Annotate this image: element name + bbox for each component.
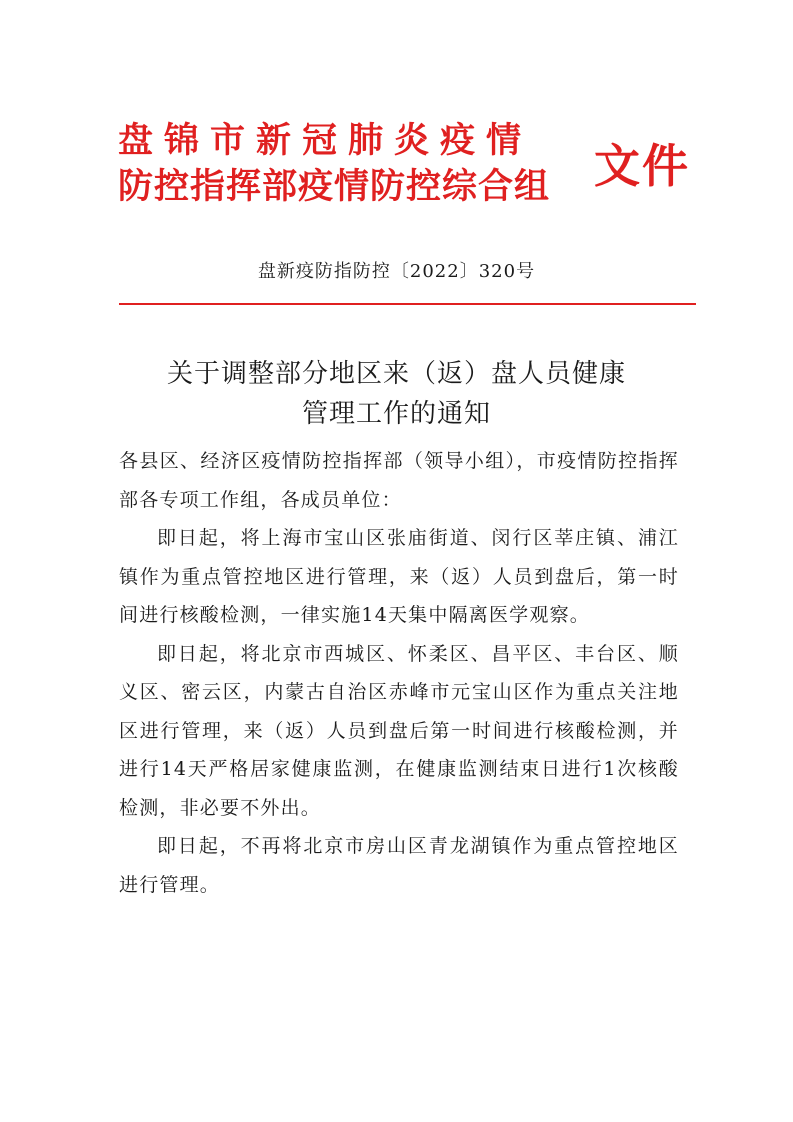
body-paragraph-1: 即日起，将上海市宝山区张庙街道、闵行区莘庄镇、浦江镇作为重点管控地区进行管理，来（返）人员到盘后，第一时间进行核酸检测，一律实施14天集中隔离医学观察。 (119, 527, 679, 626)
red-divider-line (119, 303, 696, 305)
title-line-1: 关于调整部分地区来（返）盘人员健康 (166, 359, 626, 389)
issuing-authority (118, 118, 578, 210)
title-line-2: 管理工作的通知 (301, 399, 491, 429)
addressee: 各县区、经济区疫情防控指挥部（领导小组），市疫情防控指挥部各专项工作组，各成员单位： (119, 450, 679, 511)
document-body (119, 442, 679, 904)
file-label: 文件 (594, 139, 690, 193)
document-title (100, 354, 693, 434)
body-paragraph-3: 即日起，不再将北京市房山区青龙湖镇作为重点管控地区进行管理。 (119, 835, 679, 896)
body-paragraph-2: 即日起，将北京市西城区、怀柔区、昌平区、丰台区、顺义区、密云区，内蒙古自治区赤峰市元宝山区作为重点关注地区进行管理，来（返）人员到盘后第一时间进行核酸检测，并进行14天严格居家健康监测，在健康监测结束日进行1次核酸检测，非必要不外出。 (119, 642, 679, 819)
document-number: 盘新疫防指防控〔2022〕320号 (257, 261, 536, 282)
issuer-line-2: 防控指挥部疫情防控综合组 (118, 167, 551, 207)
issuer-line-1: 盘锦市新冠肺炎疫情 (118, 121, 533, 161)
document-header (118, 118, 698, 218)
